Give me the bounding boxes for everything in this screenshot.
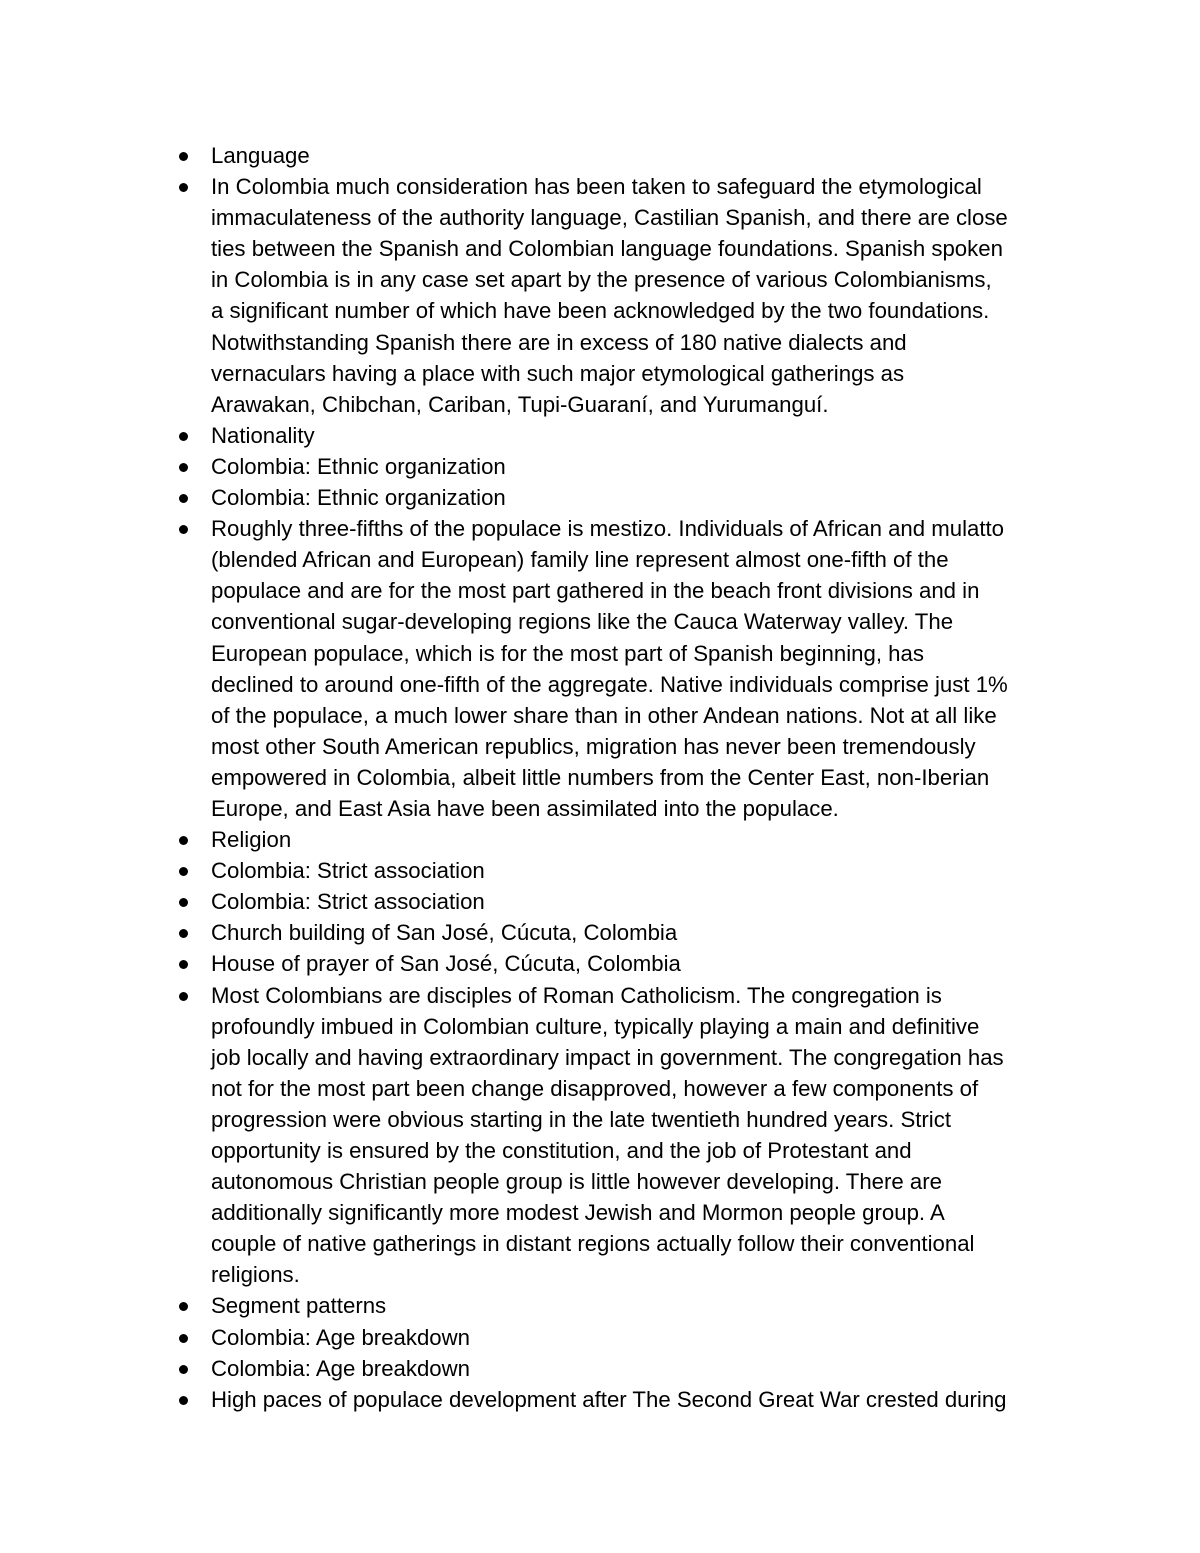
- bullet-dot-icon: [179, 183, 188, 192]
- list-item-text-line: Nationality: [211, 422, 315, 448]
- list-item-text-line: Segment patterns: [211, 1293, 387, 1319]
- list-item-text-line: profoundly imbued in Colombian culture, typically playing a main and definitive: [211, 1013, 980, 1039]
- list-item-text-line: populace and are for the most part gathered in the beach front divisions and in: [211, 578, 980, 604]
- list-item-text-line: most other South American republics, migration has never been tremendously: [211, 733, 976, 759]
- list-item: [211, 482, 1073, 513]
- list-item-text-line: not for the most part been change disapproved, however a few components of: [211, 1075, 979, 1101]
- list-item-text-line: House of prayer of San José, Cúcuta, Colombia: [211, 951, 681, 977]
- list-item-text-line: immaculateness of the authority language, Castilian Spanish, and there are close: [211, 205, 1008, 231]
- bullet-dot-icon: [179, 992, 188, 1001]
- bullet-dot-icon: [179, 463, 188, 472]
- list-item-text-line: a significant number of which have been acknowledged by the two foundations.: [211, 298, 990, 324]
- list-item: [211, 1322, 1073, 1353]
- list-item: [211, 980, 1073, 1291]
- list-item-text-line: religions.: [211, 1262, 300, 1288]
- list-item-text-line: In Colombia much consideration has been taken to safeguard the etymological: [211, 174, 982, 200]
- list-item-text-line: Colombia: Age breakdown: [211, 1355, 471, 1381]
- list-item-text-line: opportunity is ensured by the constitution, and the job of Protestant and: [211, 1138, 912, 1163]
- list-item-text-line: Religion: [211, 827, 292, 853]
- list-item: [211, 1290, 1073, 1321]
- list-item-text-line: vernaculars having a place with such major etymological gatherings as: [211, 360, 905, 386]
- list-item-text-line: Colombia: Age breakdown: [211, 1324, 471, 1350]
- bullet-dot-icon: [179, 494, 188, 503]
- bullet-dot-icon: [179, 1365, 188, 1374]
- list-item: [211, 171, 1073, 420]
- list-item: [211, 917, 1073, 948]
- list-item-text-line: of the populace, a much lower share than in other Andean nations. Not at all like: [211, 702, 997, 728]
- list-item-text-line: progression were obvious starting in the late twentieth hundred years. Strict: [211, 1106, 951, 1132]
- bullet-dot-icon: [179, 898, 188, 907]
- list-item-text-line: Arawakan, Chibchan, Cariban, Tupi-Guaraní, and Yurumanguí.: [211, 391, 829, 417]
- list-item-text-line: Most Colombians are disciples of Roman Catholicism. The congregation is: [211, 982, 942, 1008]
- bullet-dot-icon: [179, 1302, 188, 1311]
- list-item-text-line: Language: [211, 143, 310, 168]
- bullet-list: [211, 140, 1073, 1415]
- bullet-dot-icon: [179, 929, 188, 938]
- list-item-text-line: Colombia: Strict association: [211, 858, 485, 884]
- list-item-text-line: Colombia: Ethnic organization: [211, 485, 506, 511]
- list-item-text-line: autonomous Christian people group is little however developing. There are: [211, 1169, 942, 1195]
- list-item-text-line: job locally and having extraordinary impact in government. The congregation has: [211, 1044, 1004, 1070]
- list-item: [211, 1384, 1073, 1415]
- list-item-text-line: High paces of populace development after The Second Great War crested during: [211, 1386, 1007, 1412]
- bullet-dot-icon: [179, 836, 188, 845]
- list-item-text-line: ties between the Spanish and Colombian language foundations. Spanish spoken: [211, 236, 1003, 262]
- list-item: [211, 855, 1073, 886]
- list-item-text-line: (blended African and European) family line represent almost one-fifth of the: [211, 547, 949, 573]
- bullet-dot-icon: [179, 867, 188, 876]
- list-item-text-line: Roughly three-fifths of the populace is mestizo. Individuals of African and mulatto: [211, 516, 1005, 542]
- list-item-text-line: couple of native gatherings in distant regions actually follow their conventional: [211, 1231, 975, 1257]
- bullet-dot-icon: [179, 525, 188, 534]
- list-item: [211, 1353, 1073, 1384]
- list-item-text-line: declined to around one-fifth of the aggregate. Native individuals comprise just 1%: [211, 671, 1008, 697]
- bullet-dot-icon: [179, 1334, 188, 1343]
- list-item-text-line: Colombia: Strict association: [211, 889, 485, 915]
- list-item-text-line: Europe, and East Asia have been assimilated into the populace.: [211, 795, 839, 821]
- list-item-text-line: European populace, which is for the most part of Spanish beginning, has: [211, 640, 924, 666]
- list-item-text-line: Notwithstanding Spanish there are in excess of 180 native dialects and: [211, 329, 907, 355]
- list-item: [211, 824, 1073, 855]
- list-item-text-line: Church building of San José, Cúcuta, Colombia: [211, 920, 678, 946]
- bullet-dot-icon: [179, 432, 188, 441]
- list-item-text-line: in Colombia is in any case set apart by the presence of various Colombianisms,: [211, 267, 992, 293]
- list-item: [211, 948, 1073, 979]
- list-item-text-line: Colombia: Ethnic organization: [211, 453, 506, 479]
- bullet-dot-icon: [179, 960, 188, 969]
- bullet-dot-icon: [179, 152, 188, 161]
- list-item: [211, 886, 1073, 917]
- list-item-text-line: conventional sugar-developing regions like the Cauca Waterway valley. The: [211, 609, 954, 635]
- list-item: [211, 451, 1073, 482]
- list-item: [211, 140, 1073, 171]
- list-item-text-line: empowered in Colombia, albeit little numbers from the Center East, non-Iberian: [211, 764, 990, 790]
- list-item-text-line: additionally significantly more modest Jewish and Mormon people group. A: [211, 1200, 945, 1226]
- list-item: [211, 420, 1073, 451]
- bullet-dot-icon: [179, 1396, 188, 1405]
- list-item: [211, 513, 1073, 824]
